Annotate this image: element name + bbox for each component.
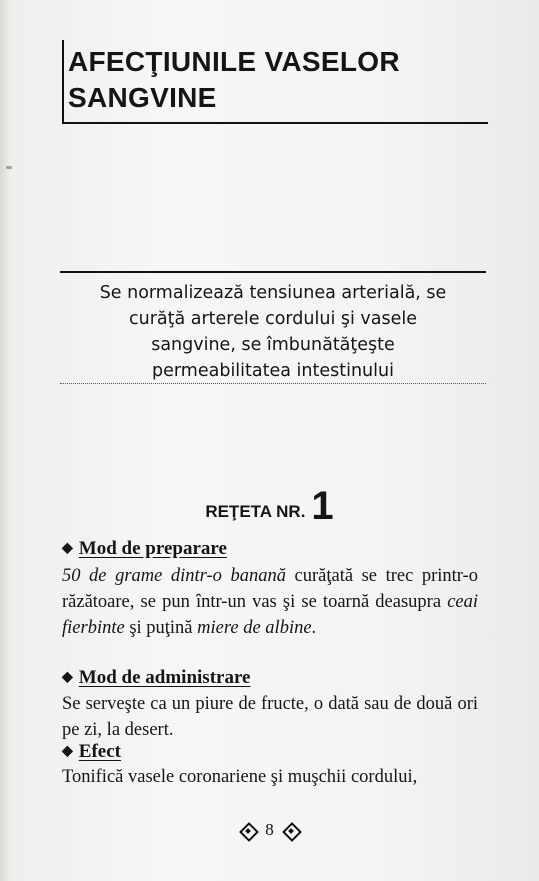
effect-heading [62, 740, 121, 764]
recipe-heading [0, 484, 539, 529]
subtitle-line-4: permeabilitatea intestinului [152, 361, 394, 381]
chapter-title-line-2: SANGVINE [68, 82, 217, 113]
page-number: 8 [265, 820, 274, 839]
paper-speck [6, 166, 12, 169]
preparation-text-part-3: . [311, 618, 317, 638]
administration-heading-text: Mod de administrare [78, 667, 251, 688]
preparation-heading-text: Mod de preparare [78, 538, 227, 559]
subtitle-top-rule [60, 271, 486, 273]
subtitle-line-3: sangvine, se îmbunătăţeşte [151, 335, 395, 355]
diamond-bullet-icon: ◆ [62, 744, 73, 759]
ingredient-honey: miere de albine [197, 618, 312, 638]
ingredient-banana: 50 de grame dintr-o banană [62, 566, 286, 586]
administration-heading [62, 666, 250, 690]
recipe-label: REŢETA NR. [205, 502, 306, 521]
preparation-text [62, 563, 478, 641]
diamond-ornament-icon [284, 824, 298, 838]
page-footer [0, 818, 539, 842]
subtitle-bottom-rule [60, 383, 486, 384]
page-edge-shadow [0, 0, 10, 881]
preparation-text-part-1: curăţată se trec printr-o răzătoare, se pun într-un vas şi se toarnă deasupra [62, 566, 478, 612]
administration-text: Se serveşte ca un piure de fructe, o dată sau de două ori pe zi, la desert. [62, 694, 478, 740]
preparation-text-part-2: şi puţină [124, 618, 198, 638]
preparation-heading [62, 537, 227, 561]
chapter-title [68, 44, 478, 116]
chapter-subtitle [60, 280, 486, 384]
diamond-bullet-icon: ◆ [62, 541, 73, 556]
effect-text: Tonifică vasele coronariene şi muşchii cordului, [62, 767, 418, 787]
subtitle-line-1: Se normalizează tensiunea arterială, se [99, 283, 447, 303]
recipe-number: 1 [311, 484, 334, 528]
diamond-bullet-icon: ◆ [62, 670, 73, 685]
subtitle-line-2: curăţă arterele cordului şi vasele [128, 309, 418, 329]
chapter-title-line-1: AFECŢIUNILE VASELOR [68, 46, 400, 77]
ingredient-hot-tea: ceai fierbinte [62, 592, 478, 638]
effect-heading-text: Efect [78, 741, 121, 762]
diamond-ornament-icon [241, 824, 255, 838]
